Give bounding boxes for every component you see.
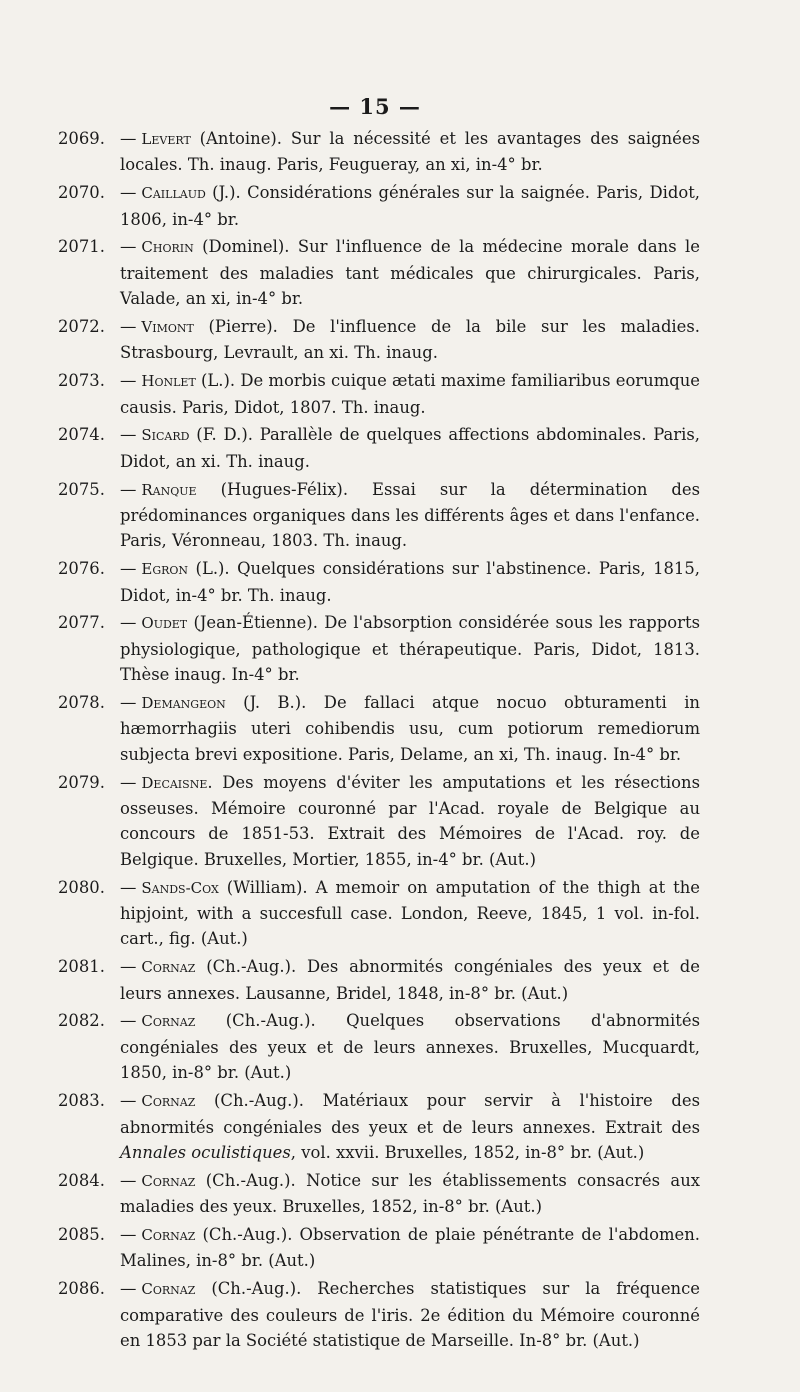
- bibliography-entry: 2076. — Egron (L.). Quelques considérations sur l'abstinence. Paris, 1815, Didot, in-4° br. Th. inaug.: [78, 556, 700, 608]
- page-number: — 15 —: [329, 94, 421, 119]
- entry-author: Sicard: [141, 426, 190, 445]
- entry-author: Cornaz: [141, 1092, 196, 1111]
- entry-number: 2073.: [58, 371, 105, 391]
- entry-number: 2082.: [58, 1011, 105, 1031]
- entry-author: Levert: [141, 130, 191, 148]
- entry-author: Oudet: [141, 614, 188, 633]
- entry-text: (J.). Considérations générales sur la saignée. Paris, Didot, 1806, in-4° br.: [120, 183, 700, 229]
- entry-text: (Ch.-Aug.). Des abnormités congéniales des yeux et de leurs annexes. Lausanne, Bridel, 1848, in-8° br. (Aut.): [120, 957, 700, 1003]
- entry-text: (Ch.-Aug.). Recherches statistiques sur la fréquence comparative des couleurs de l'iris. 2e édition du Mémoire couronné en 1853 par la Société statistique de Marseille. In-8° br. (Aut.): [120, 1279, 700, 1350]
- bibliography-entry: 2084. — Cornaz (Ch.-Aug.). Notice sur les établissements consacrés aux maladies des yeux. Bruxelles, 1852, in-8° br. (Aut.): [78, 1168, 700, 1220]
- bibliography-entry: 2081. — Cornaz (Ch.-Aug.). Des abnormités congéniales des yeux et de leurs annexes. Lausanne, Bridel, 1848, in-8° br. (Aut.): [78, 954, 700, 1006]
- entry-text: (William). A memoir on amputation of the thigh at the hipjoint, with a succesfull case. London, Reeve, 1845, 1 vol. in-fol. cart., fig. (Aut.): [120, 877, 700, 949]
- entry-number: 2085.: [58, 1224, 105, 1244]
- entry-text: (Antoine). Sur la nécessité et les avantages des saignées locales. Th. inaug. Paris, Feugueray, an xi, in-4° br.: [120, 129, 700, 175]
- entry-number: 2083.: [58, 1091, 105, 1111]
- bibliography-entry: 2071. — Chorin (Dominel). Sur l'influence de la médecine morale dans le traitement des maladies tant médicales que chirurgicales. Paris, Valade, an xi, in-4° br.: [78, 234, 700, 311]
- entry-number: 2071.: [58, 237, 105, 257]
- bibliography-entry: 2069. — Levert (Antoine). Sur la nécessité et les avantages des saignées locales. Th. inaug. Paris, Feugueray, an xi, in-4° br.: [78, 126, 700, 178]
- entry-number: 2076.: [58, 559, 105, 579]
- entry-text-continued: , vol. xxvii. Bruxelles, 1852, in-8° br. (Aut.): [290, 1142, 645, 1162]
- bibliography-entry: 2080. — Sands-Cox (William). A memoir on amputation of the thigh at the hipjoint, with a succesfull case. London, Reeve, 1845, 1 vol. in-fol. cart., fig. (Aut.): [78, 875, 700, 952]
- entry-number: 2069.: [58, 129, 105, 148]
- entry-number: 2079.: [58, 772, 105, 792]
- entry-number: 2081.: [58, 957, 105, 977]
- entry-text: (Ch.-Aug.). Observation de plaie pénétrante de l'abdomen. Malines, in-8° br. (Aut.): [120, 1224, 700, 1271]
- entry-number: 2074.: [58, 425, 105, 445]
- entry-author: Honlet: [141, 372, 196, 391]
- entry-author: Cornaz: [141, 1280, 196, 1299]
- entry-number: 2075.: [58, 479, 105, 499]
- entry-author: Sands-Cox: [141, 878, 219, 897]
- entry-text: (Ch.-Aug.). Quelques observations d'abnormités congéniales des yeux et de leurs annexes. Bruxelles, Mucquardt, 1850, in-8° br. (Aut.): [120, 1011, 700, 1083]
- bibliography-entry: 2073. — Honlet (L.). De morbis cuique ætati maxime familiaribus eorumque causis. Paris, Didot, 1807. Th. inaug.: [78, 368, 700, 420]
- entry-italic-title: Annales oculistiques: [120, 1142, 291, 1162]
- entry-author: Cornaz: [141, 1225, 196, 1244]
- entry-text: (J. B.). De fallaci atque nocuo obturamenti in hæmorrhagiis uteri cohibendis usu, cum potiorum remediorum subjecta brevi expositione. Paris, Delame, an xi, Th. inaug. In-4° br.: [120, 693, 700, 764]
- entry-number: 2077.: [58, 613, 105, 633]
- bibliography-entry: 2070. — Caillaud (J.). Considérations générales sur la saignée. Paris, Didot, 1806, in-4° br.: [78, 180, 700, 232]
- entry-author: Caillaud: [141, 184, 206, 203]
- entry-text: (Jean-Étienne). De l'absorption considérée sous les rapports physiologique, pathologique et thérapeutique. Paris, Didot, 1813. Thèse inaug. In-4° br.: [120, 613, 700, 685]
- bibliography-entry: 2075. — Ranque (Hugues-Félix). Essai sur la détermination des prédominances organiques dans les différents âges et dans l'enfance. Paris, Véronneau, 1803. Th. inaug.: [78, 477, 700, 554]
- entry-text: (Pierre). De l'influence de la bile sur les maladies. Strasbourg, Levrault, an xi. Th. inaug.: [120, 317, 700, 363]
- entry-author: Decaisne: [141, 773, 208, 792]
- entry-author: Cornaz: [141, 1171, 196, 1190]
- entry-author: Chorin: [141, 238, 194, 257]
- entry-number: 2072.: [58, 317, 105, 337]
- bibliography-entry: 2072. — Vimont (Pierre). De l'influence de la bile sur les maladies. Strasbourg, Levrault, an xi. Th. inaug.: [78, 314, 700, 366]
- entry-text: (F. D.). Parallèle de quelques affections abdominales. Paris, Didot, an xi. Th. inaug.: [120, 425, 700, 471]
- entry-text: (Hugues-Félix). Essai sur la détermination des prédominances organiques dans les différents âges et dans l'enfance. Paris, Véronneau, 1803. Th. inaug.: [120, 479, 700, 551]
- entry-number: 2080.: [58, 877, 105, 897]
- entry-number: 2086.: [58, 1279, 105, 1299]
- entry-author: Cornaz: [141, 958, 196, 977]
- entry-author: Egron: [141, 560, 189, 579]
- entry-text: (Dominel). Sur l'influence de la médecine morale dans le traitement des maladies tant médicales que chirurgicales. Paris, Valade, an xi, in-4° br.: [120, 237, 700, 309]
- bibliography-entry: 2086. — Cornaz (Ch.-Aug.). Recherches statistiques sur la fréquence comparative des couleurs de l'iris. 2e édition du Mémoire couronné en 1853 par la Société statistique de Marseille. In-8° br. (Aut.): [78, 1276, 700, 1353]
- bibliography-list: [58, 126, 700, 1356]
- bibliography-entry: 2079. — Decaisne. Des moyens d'éviter les amputations et les résections osseuses. Mémoire couronné par l'Acad. royale de Belgique au concours de 1851-53. Extrait des Mémoires de l'Acad. roy. de Belgique. Bruxelles, Mortier, 1855, in-4° br. (Aut.): [78, 770, 700, 873]
- entry-text: (L.). De morbis cuique ætati maxime familiaribus eorumque causis. Paris, Didot, 1807. Th. inaug.: [120, 371, 700, 417]
- bibliography-entry: 2082. — Cornaz (Ch.-Aug.). Quelques observations d'abnormités congéniales des yeux et de leurs annexes. Bruxelles, Mucquardt, 1850, in-8° br. (Aut.): [78, 1008, 700, 1085]
- entry-text: (Ch.-Aug.). Notice sur les établissements consacrés aux maladies des yeux. Bruxelles, 1852, in-8° br. (Aut.): [120, 1170, 700, 1217]
- bibliography-entry: 2078. — Demangeon (J. B.). De fallaci atque nocuo obturamenti in hæmorrhagiis uteri cohibendis usu, cum potiorum remediorum subjecta brevi expositione. Paris, Delame, an xi, Th. inaug. In-4° br.: [78, 690, 700, 767]
- bibliography-entry: 2074. — Sicard (F. D.). Parallèle de quelques affections abdominales. Paris, Didot, an xi. Th. inaug.: [78, 422, 700, 474]
- entry-text: (L.). Quelques considérations sur l'abstinence. Paris, 1815, Didot, in-4° br. Th. inaug.: [120, 559, 700, 605]
- entry-number: 2078.: [58, 693, 105, 713]
- entry-number: 2070.: [58, 183, 105, 203]
- bibliography-entry: 2085. — Cornaz (Ch.-Aug.). Observation de plaie pénétrante de l'abdomen. Malines, in-8° br. (Aut.): [78, 1222, 700, 1274]
- entry-text: . Des moyens d'éviter les amputations et les résections osseuses. Mémoire couronné par l'Acad. royale de Belgique au concours de 1851-53. Extrait des Mémoires de l'Acad. roy. de Belgique. Bruxelles, Mortier, 1855, in-4° br. (Aut.): [120, 772, 700, 869]
- entry-author: Ranque: [141, 480, 197, 499]
- bibliography-entry: 2083. — Cornaz (Ch.-Aug.). Matériaux pour servir à l'histoire des abnormités congéniales des yeux et de leurs annexes. Extrait des Annales oculistiques, vol. xxvii. Bruxelles, 1852, in-8° br. (Aut.): [78, 1088, 700, 1165]
- entry-text: (Ch.-Aug.). Matériaux pour servir à l'histoire des abnormités congéniales des yeux et de leurs annexes. Extrait des: [120, 1091, 700, 1137]
- entry-author: Cornaz: [141, 1012, 196, 1031]
- bibliography-entry: 2077. — Oudet (Jean-Étienne). De l'absorption considérée sous les rapports physiologique, pathologique et thérapeutique. Paris, Didot, 1813. Thèse inaug. In-4° br.: [78, 610, 700, 687]
- entry-author: Demangeon: [141, 694, 226, 713]
- entry-number: 2084.: [58, 1170, 105, 1190]
- entry-author: Vimont: [141, 318, 194, 337]
